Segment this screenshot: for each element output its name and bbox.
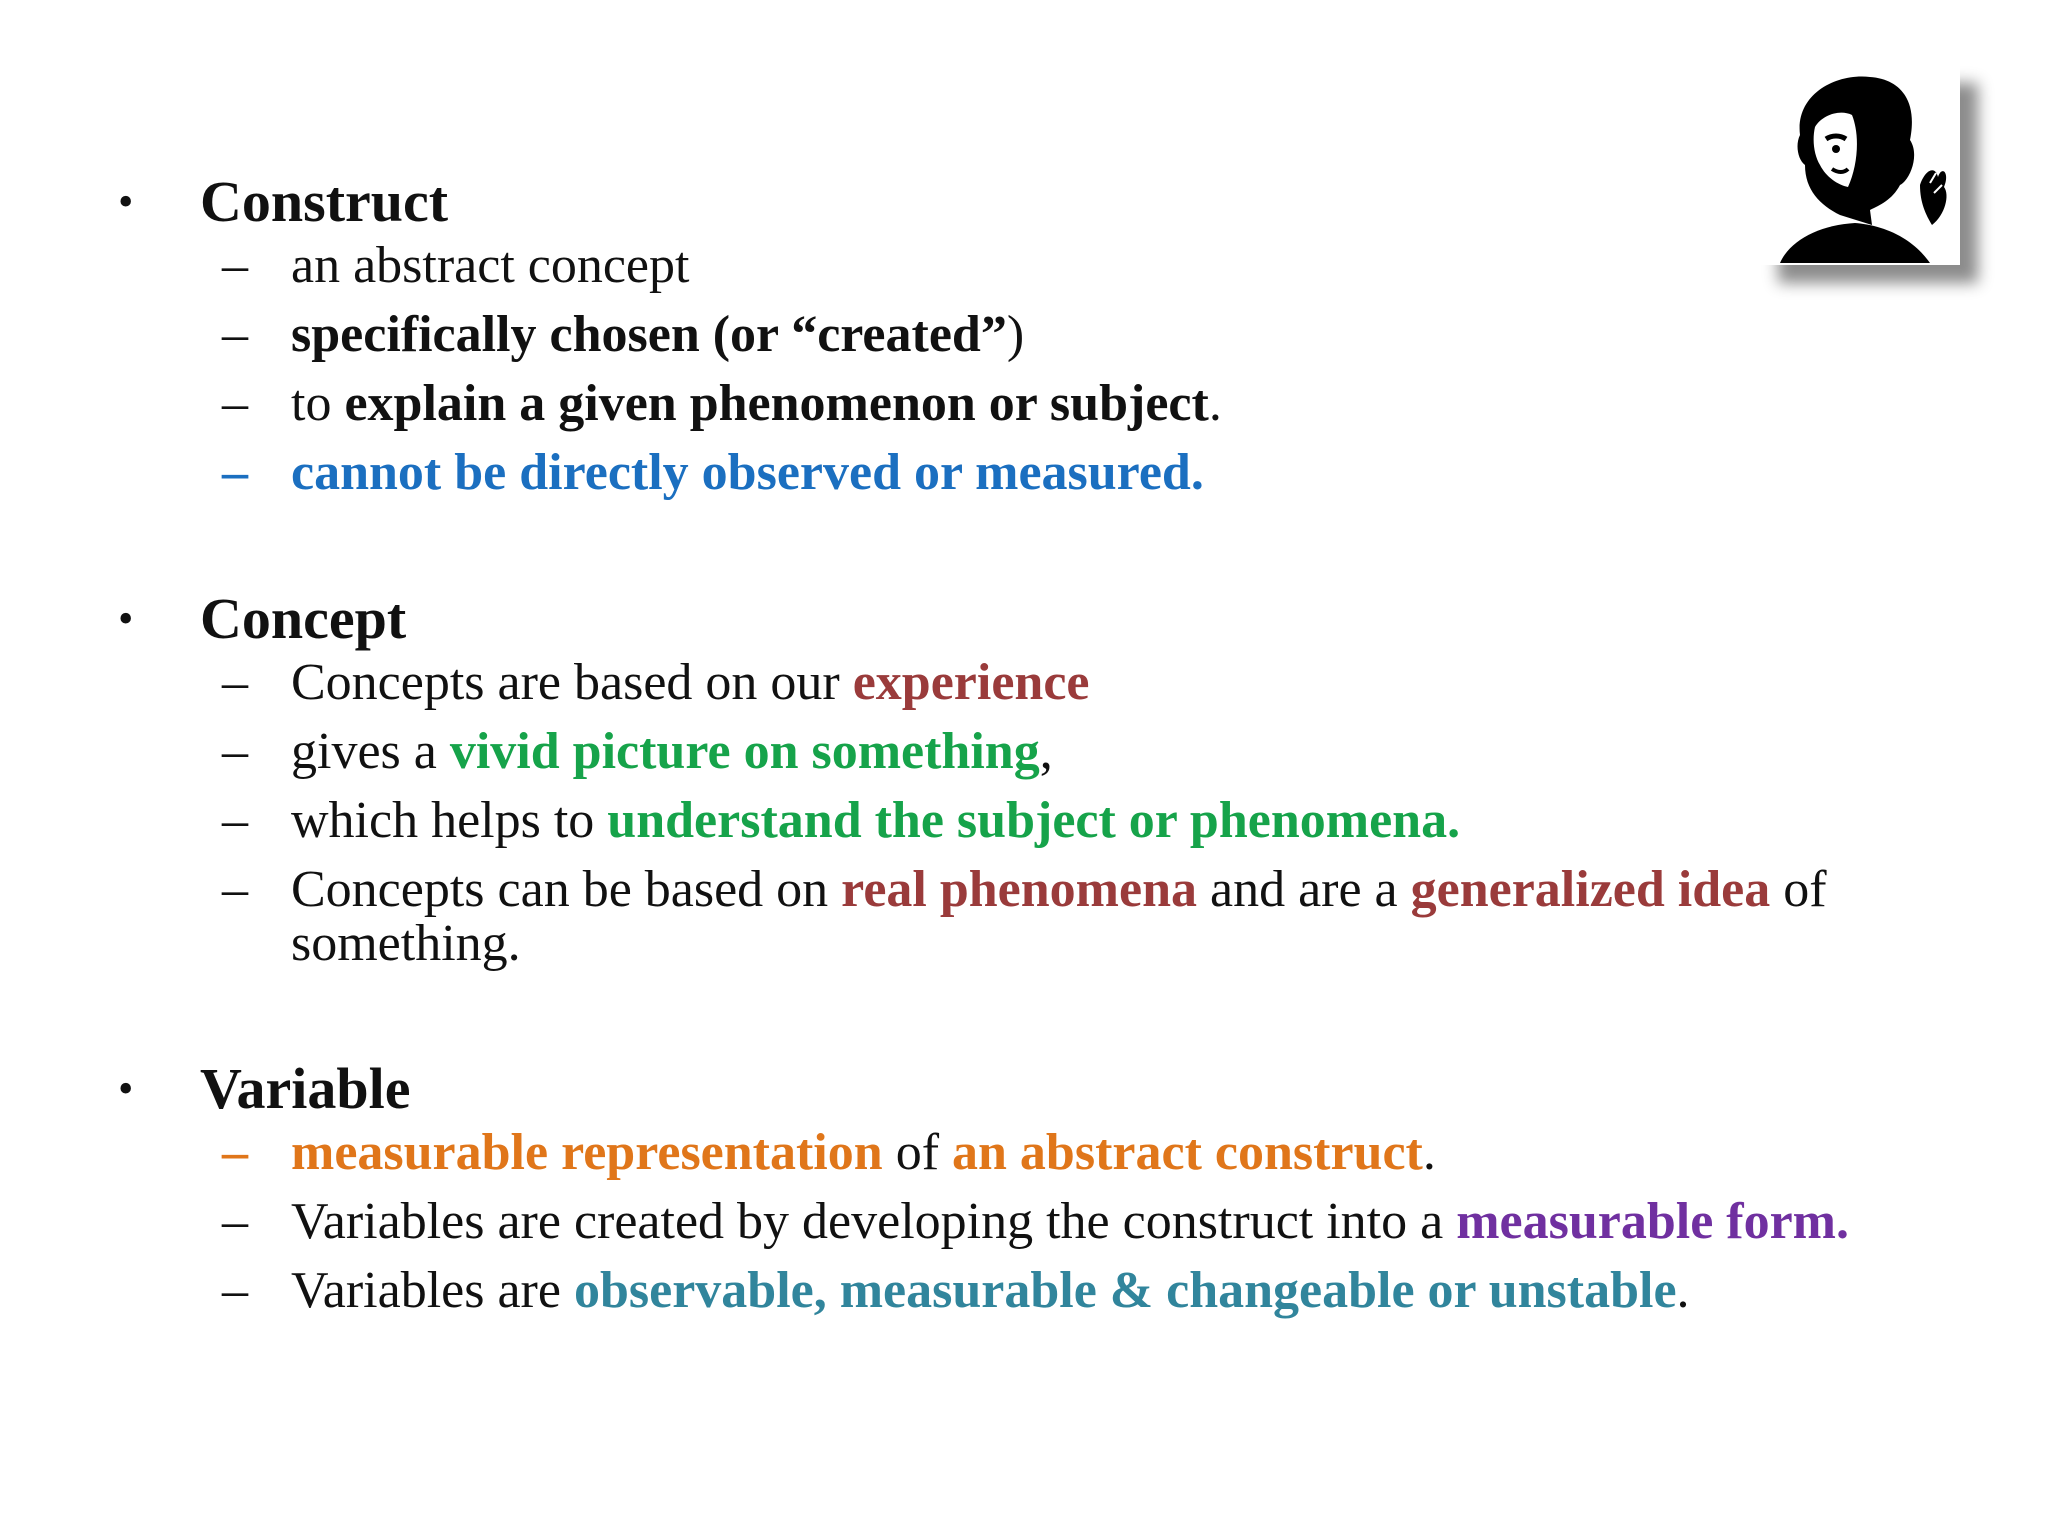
dash-icon: –: [222, 237, 248, 294]
bullet-icon: •: [118, 594, 134, 643]
item-end: .: [1208, 375, 1222, 432]
dash-icon: –: [222, 792, 248, 849]
item-highlight: observable, measurable & changeable or unstable: [573, 1262, 1677, 1319]
list-item: [0, 725, 2048, 779]
item-bold: specifically chosen (or “created”: [291, 306, 1007, 363]
item-highlight: an abstract construct: [952, 1124, 1423, 1181]
list-item: [0, 1264, 2048, 1318]
item-end: ): [1006, 306, 1025, 363]
variable-section: [0, 1052, 2048, 1333]
dash-icon: –: [222, 1124, 248, 1181]
concept-heading: [0, 582, 2048, 656]
item-pre: Concepts are based on our: [291, 654, 853, 711]
item-end: of something.: [291, 861, 1827, 972]
item-highlight: vivid picture on something: [449, 723, 1040, 780]
construct-heading: [0, 165, 2048, 239]
list-item: [0, 377, 2048, 431]
item-highlight: measurable form.: [1456, 1193, 1849, 1250]
item-highlight: real phenomena: [841, 861, 1197, 918]
list-item: [0, 863, 2048, 971]
dash-icon: –: [222, 723, 248, 780]
bullet-icon: •: [118, 1064, 134, 1113]
item-end: ,: [1039, 723, 1053, 780]
variable-heading: [0, 1052, 2048, 1126]
dash-icon: –: [222, 1193, 248, 1250]
dash-icon: –: [222, 306, 248, 363]
item-highlight: measurable representation: [291, 1124, 883, 1181]
variable-title: Variable: [200, 1056, 411, 1121]
bullet-icon: •: [118, 177, 134, 226]
list-item: [0, 308, 2048, 362]
concept-section: [0, 582, 2048, 986]
item-mid: and are a: [1197, 861, 1411, 918]
list-item: [0, 656, 2048, 710]
dash-icon: –: [222, 861, 248, 918]
item-mid: of: [882, 1124, 953, 1181]
dash-icon: –: [222, 444, 248, 501]
item-highlight: generalized idea: [1410, 861, 1771, 918]
item-pre: to: [291, 375, 345, 432]
list-item: [0, 794, 2048, 848]
list-item: [0, 1126, 2048, 1180]
construct-section: [0, 165, 2048, 515]
item-pre: Concepts can be based on: [291, 861, 842, 918]
list-item: [0, 446, 2048, 500]
item-pre: Variables are created by developing the construct into a: [291, 1193, 1457, 1250]
item-end: .: [1422, 1124, 1436, 1181]
item-text: an abstract concept: [291, 237, 690, 294]
item-bold: explain a given phenomenon or subject: [344, 375, 1209, 432]
construct-title: Construct: [200, 169, 449, 234]
list-item: [0, 239, 2048, 293]
dash-icon: –: [222, 1262, 248, 1319]
item-highlight: cannot be directly observed or measured.: [291, 444, 1204, 501]
item-pre: gives a: [291, 723, 450, 780]
list-item: [0, 1195, 2048, 1249]
item-pre: Variables are: [291, 1262, 574, 1319]
concept-title: Concept: [200, 586, 407, 651]
dash-icon: –: [222, 375, 248, 432]
item-highlight: understand the subject or phenomena.: [607, 792, 1461, 849]
item-pre: which helps to: [291, 792, 608, 849]
item-end: .: [1676, 1262, 1690, 1319]
item-highlight: experience: [852, 654, 1090, 711]
dash-icon: –: [222, 654, 248, 711]
